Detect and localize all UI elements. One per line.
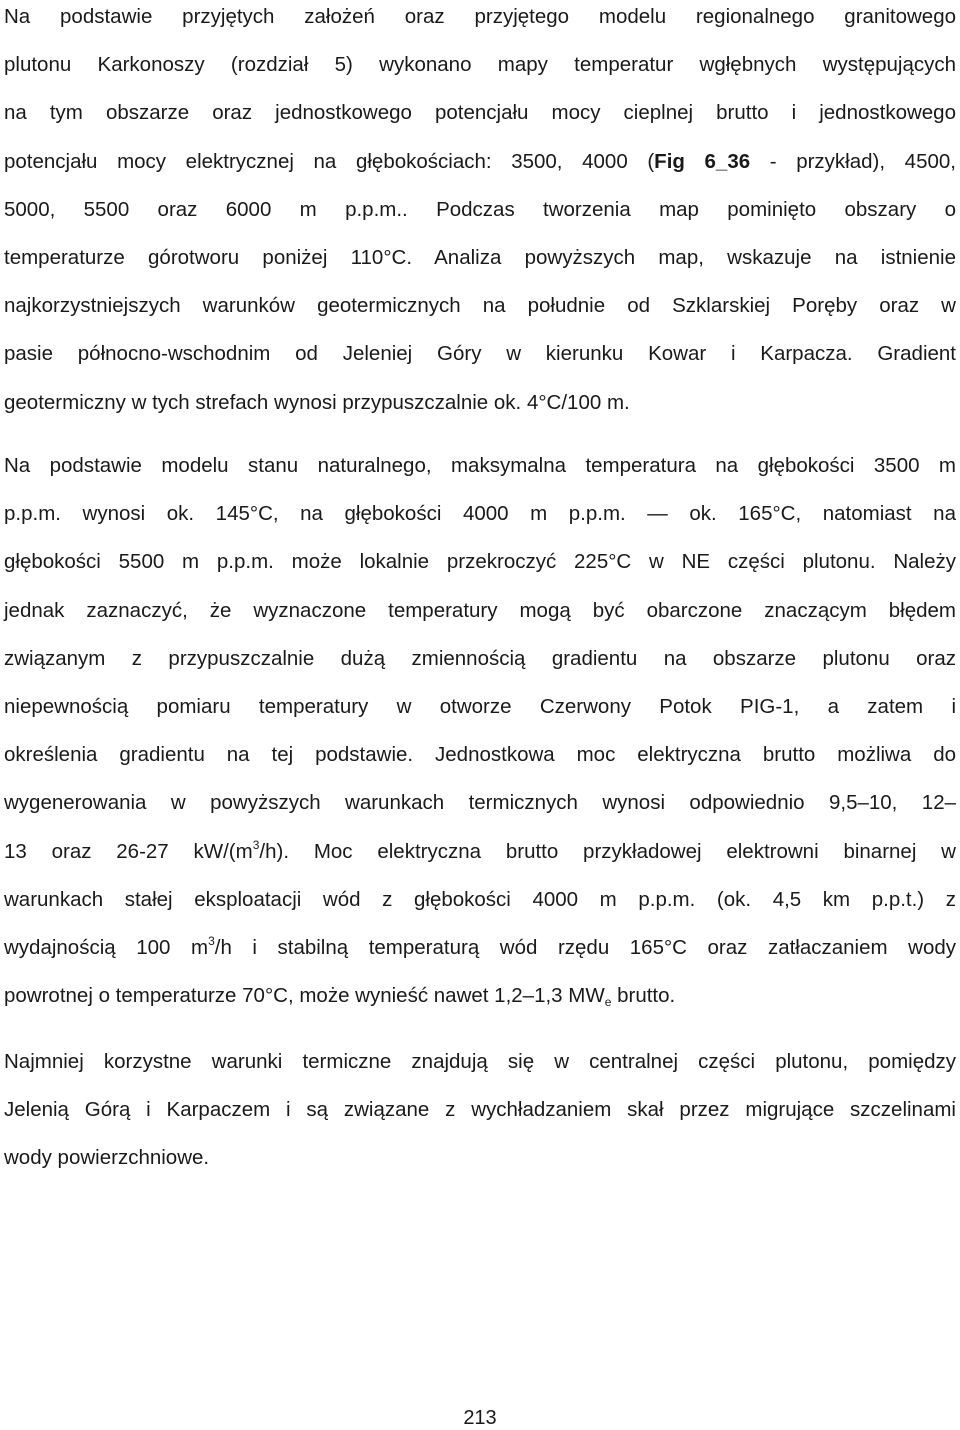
text-line (4, 48, 956, 96)
text-line (4, 449, 956, 497)
text-span: najkorzystniejszych warunków geotermicznych na południe od Szklarskiej Poręby oraz w (4, 294, 956, 318)
text-span: brutto. (611, 984, 676, 1008)
text-line (4, 594, 956, 642)
text-line (4, 497, 956, 545)
text-span: wygenerowania w powyższych warunkach termicznych wynosi odpowiednio 9,5–10, 12– (4, 791, 956, 815)
text-span: p.p.m. wynosi ok. 145°C, na głębokości 4000 m p.p.m. — ok. 165°C, natomiast na (4, 502, 956, 526)
text-span: potencjału mocy elektrycznej na głębokościach: 3500, 4000 ( (4, 149, 655, 173)
text-line (4, 642, 956, 690)
superscript: 3 (208, 933, 215, 948)
text-line (4, 96, 956, 144)
text-span: Na podstawie przyjętych założeń oraz przyjętego modelu regionalnego granitowego (4, 5, 956, 28)
text-span: Najmniej korzystne warunki termiczne znajdują się w centralnej części plutonu, pomiędzy (4, 1050, 956, 1073)
text-line (4, 289, 956, 337)
text-line (4, 0, 956, 48)
superscript: 3 (252, 837, 260, 852)
text-span: plutonu Karkonoszy (rozdział 5) wykonano mapy temperatur wgłębnych występujących (4, 53, 956, 77)
text-span: niepewnością pomiaru temperatury w otworze Czerwony Potok PIG-1, a zatem i (4, 694, 956, 718)
text-line (4, 931, 956, 979)
text-line (4, 386, 956, 434)
paragraph-2 (4, 449, 956, 1027)
text-span: /h i stabilną temperaturą wód rzędu 165°C oraz zatłaczaniem wody (214, 935, 956, 959)
text-span: określenia gradientu na tej podstawie. Jednostkowa moc elektryczna brutto możliwa do (4, 743, 956, 767)
text-line (4, 979, 956, 1027)
text-span: pasie północno-wschodnim od Jeleniej Góry w kierunku Kowar i Karpacza. Gradient (4, 342, 956, 366)
text-span: wydajnością 100 m (4, 935, 209, 959)
text-line (4, 1141, 956, 1189)
text-span: - przykład), 4500, (750, 149, 956, 173)
text-line (4, 883, 956, 931)
text-line (4, 835, 956, 883)
text-line (4, 690, 956, 738)
text-line (4, 193, 956, 241)
text-span: powrotnej o temperaturze 70°C, może wynieść nawet 1,2–1,3 MW (4, 984, 605, 1008)
text-span: 13 oraz 26-27 kW/(m (4, 839, 253, 863)
subscript: e (604, 995, 612, 1010)
text-line (4, 1045, 956, 1093)
text-span: 5000, 5500 oraz 6000 m p.p.m.. Podczas tworzenia map pominięto obszary o (4, 197, 956, 221)
text-line (4, 545, 956, 593)
text-span: geotermiczny w tych strefach wynosi przypuszczalnie ok. 4°C/100 m. (4, 390, 630, 414)
text-line (4, 337, 956, 385)
text-span: wody powierzchniowe. (4, 1146, 210, 1170)
page-number: 213 (463, 1407, 497, 1429)
paragraph-3 (4, 1045, 956, 1190)
text-line (4, 241, 956, 289)
paragraph-1 (4, 0, 956, 434)
text-line (4, 145, 956, 193)
text-span: związanym z przypuszczalnie dużą zmiennością gradientu na obszarze plutonu oraz (4, 646, 956, 670)
text-span: głębokości 5500 m p.p.m. może lokalnie przekroczyć 225°C w NE części plutonu. Należy (4, 550, 956, 574)
text-span: temperaturze górotworu poniżej 110°C. Analiza powyższych map, wskazuje na istnienie (4, 245, 956, 269)
text-span: Jelenią Górą i Karpaczem i są związane z wychładzaniem skał przez migrujące szczelinami (4, 1098, 956, 1122)
text-span: /h). Moc elektryczna brutto przykładowej elektrowni binarnej w (259, 839, 956, 863)
figure-reference: Fig 6_36 (654, 149, 751, 173)
text-line (4, 1093, 956, 1141)
text-span: warunkach stałej eksploatacji wód z głębokości 4000 m p.p.m. (ok. 4,5 km p.p.t.) z (4, 887, 956, 911)
text-span: na tym obszarze oraz jednostkowego potencjału mocy cieplnej brutto i jednostkowego (4, 101, 956, 125)
text-line (4, 738, 956, 786)
text-span: jednak zaznaczyć, że wyznaczone temperatury mogą być obarczone znaczącym błędem (4, 598, 956, 622)
text-line (4, 786, 956, 834)
text-span: Na podstawie modelu stanu naturalnego, maksymalna temperatura na głębokości 3500 m (4, 454, 956, 477)
